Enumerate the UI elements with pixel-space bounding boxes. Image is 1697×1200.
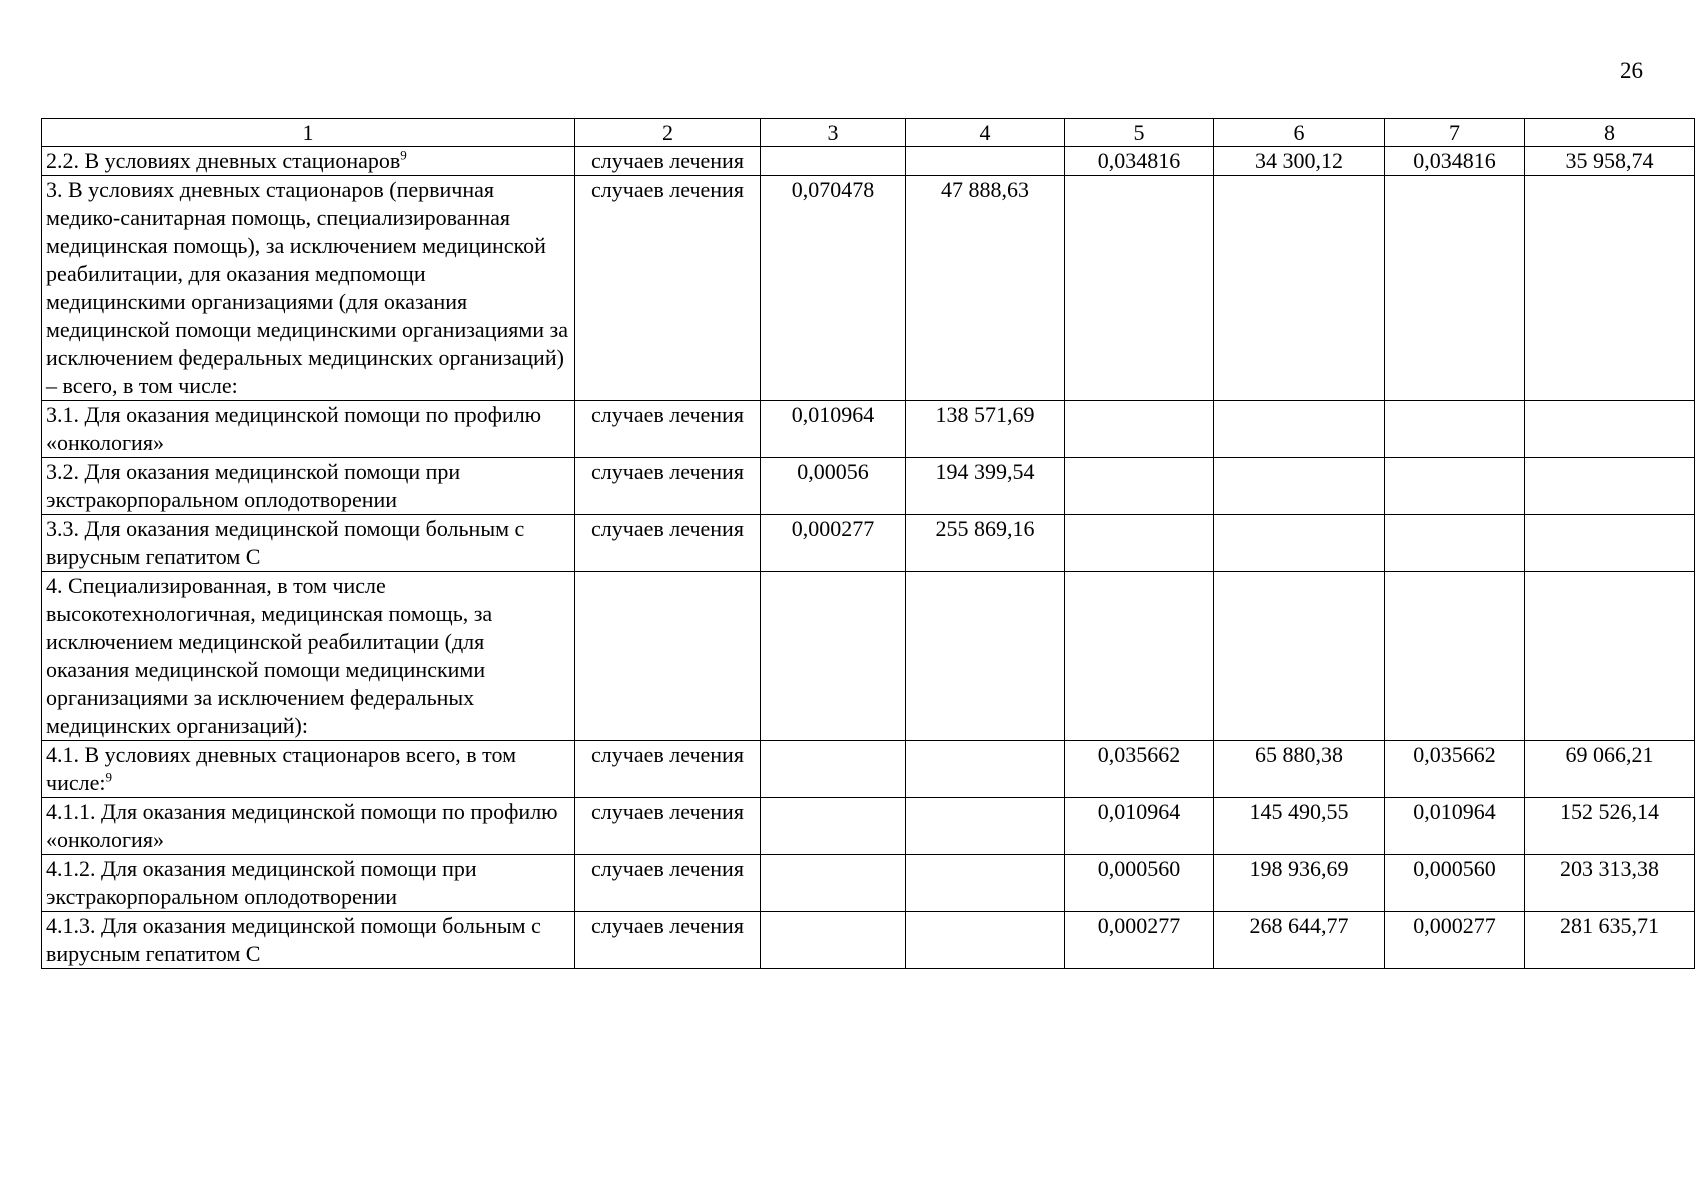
cell-col6 [1214, 401, 1385, 458]
cell-col5 [1065, 176, 1214, 401]
row-label [42, 855, 575, 912]
header-row [42, 119, 1695, 147]
cell-col8 [1525, 401, 1695, 458]
table-row [42, 798, 1695, 855]
cell-col3 [761, 855, 906, 912]
unit-cell: случаев лечения [575, 798, 761, 855]
cell-col5 [1065, 572, 1214, 741]
unit-cell: случаев лечения [575, 855, 761, 912]
cell-col8 [1525, 176, 1695, 401]
cell-col4: 255 869,16 [906, 515, 1065, 572]
cell-col7: 0,000560 [1385, 855, 1525, 912]
cell-col6 [1214, 176, 1385, 401]
cell-col6 [1214, 515, 1385, 572]
cell-col4 [906, 912, 1065, 969]
cell-col6: 145 490,55 [1214, 798, 1385, 855]
cell-col6: 268 644,77 [1214, 912, 1385, 969]
cell-col3 [761, 147, 906, 176]
row-label-text: 3. В условиях дневных стационаров (первичная медико-санитарная помощь, специализированная медицинская помощь), за исключением медицинской реабилитации, для оказания медпомощи медицинскими организациями (для оказания медицинской помощи медицинскими организациями за исключением федеральных медицинских организаций) – всего, в том числе: [46, 177, 568, 398]
column-header: 3 [761, 119, 906, 147]
cell-col7 [1385, 401, 1525, 458]
column-header: 1 [42, 119, 575, 147]
table-row [42, 855, 1695, 912]
cell-col5: 0,035662 [1065, 741, 1214, 798]
row-label [42, 401, 575, 458]
cell-col3: 0,000277 [761, 515, 906, 572]
row-label [42, 147, 575, 176]
column-header: 6 [1214, 119, 1385, 147]
data-table [41, 118, 1695, 969]
cell-col8: 69 066,21 [1525, 741, 1695, 798]
cell-col3 [761, 798, 906, 855]
table-row [42, 176, 1695, 401]
cell-col4 [906, 572, 1065, 741]
cell-col4 [906, 798, 1065, 855]
table-row [42, 912, 1695, 969]
row-label-text: 3.1. Для оказания медицинской помощи по профилю «онкология» [46, 402, 542, 455]
row-label [42, 572, 575, 741]
cell-col8 [1525, 458, 1695, 515]
cell-col7 [1385, 572, 1525, 741]
cell-col5 [1065, 401, 1214, 458]
table-row [42, 515, 1695, 572]
unit-cell: случаев лечения [575, 401, 761, 458]
cell-col3: 0,070478 [761, 176, 906, 401]
cell-col5: 0,000277 [1065, 912, 1214, 969]
cell-col8: 152 526,14 [1525, 798, 1695, 855]
row-label-text: 4.1.2. Для оказания медицинской помощи при экстракорпоральном оплодотворении [46, 856, 477, 909]
cell-col6: 198 936,69 [1214, 855, 1385, 912]
cell-col7 [1385, 515, 1525, 572]
row-label [42, 912, 575, 969]
cell-col3 [761, 572, 906, 741]
cell-col3 [761, 912, 906, 969]
cell-col8: 35 958,74 [1525, 147, 1695, 176]
row-label [42, 176, 575, 401]
cell-col7: 0,010964 [1385, 798, 1525, 855]
table-row [42, 401, 1695, 458]
cell-col4 [906, 855, 1065, 912]
column-header: 5 [1065, 119, 1214, 147]
unit-cell: случаев лечения [575, 912, 761, 969]
cell-col7 [1385, 176, 1525, 401]
unit-cell: случаев лечения [575, 458, 761, 515]
cell-col7: 0,035662 [1385, 741, 1525, 798]
cell-col7: 0,034816 [1385, 147, 1525, 176]
cell-col4: 47 888,63 [906, 176, 1065, 401]
cell-col4: 138 571,69 [906, 401, 1065, 458]
row-label [42, 798, 575, 855]
row-label [42, 515, 575, 572]
unit-cell [575, 572, 761, 741]
unit-cell: случаев лечения [575, 515, 761, 572]
column-header: 7 [1385, 119, 1525, 147]
footnote-marker: 9 [400, 147, 407, 163]
cell-col5 [1065, 515, 1214, 572]
cell-col8: 203 313,38 [1525, 855, 1695, 912]
cell-col4: 194 399,54 [906, 458, 1065, 515]
row-label [42, 458, 575, 515]
row-label-text: 2.2. В условиях дневных стационаров [46, 148, 401, 173]
cell-col5: 0,000560 [1065, 855, 1214, 912]
table-row [42, 741, 1695, 798]
unit-cell: случаев лечения [575, 741, 761, 798]
row-label-text: 3.3. Для оказания медицинской помощи больным с вирусным гепатитом С [46, 516, 525, 569]
table-row [42, 572, 1695, 741]
column-header: 4 [906, 119, 1065, 147]
row-label-text: 4.1.3. Для оказания медицинской помощи больным с вирусным гепатитом С [46, 913, 541, 966]
table-row [42, 458, 1695, 515]
cell-col7: 0,000277 [1385, 912, 1525, 969]
unit-cell: случаев лечения [575, 147, 761, 176]
cell-col6 [1214, 572, 1385, 741]
footnote-marker: 9 [105, 769, 112, 785]
cell-col4 [906, 147, 1065, 176]
cell-col4 [906, 741, 1065, 798]
cell-col6: 34 300,12 [1214, 147, 1385, 176]
cell-col6 [1214, 458, 1385, 515]
row-label-text: 3.2. Для оказания медицинской помощи при экстракорпоральном оплодотворении [46, 459, 461, 512]
cell-col5: 0,034816 [1065, 147, 1214, 176]
column-header: 2 [575, 119, 761, 147]
cell-col8 [1525, 572, 1695, 741]
cell-col7 [1385, 458, 1525, 515]
cell-col8 [1525, 515, 1695, 572]
unit-cell: случаев лечения [575, 176, 761, 401]
row-label-text: 4.1.1. Для оказания медицинской помощи по профилю «онкология» [46, 799, 558, 852]
cell-col3: 0,00056 [761, 458, 906, 515]
cell-col5: 0,010964 [1065, 798, 1214, 855]
cell-col8: 281 635,71 [1525, 912, 1695, 969]
column-header: 8 [1525, 119, 1695, 147]
row-label-text: 4.1. В условиях дневных стационаров всего, в том числе: [46, 742, 517, 795]
row-label [42, 741, 575, 798]
cell-col3: 0,010964 [761, 401, 906, 458]
table-row [42, 147, 1695, 176]
cell-col3 [761, 741, 906, 798]
page-number: 26 [1620, 58, 1643, 83]
cell-col6: 65 880,38 [1214, 741, 1385, 798]
row-label-text: 4. Специализированная, в том числе высокотехнологичная, медицинская помощь, за исключением медицинской реабилитации (для оказания медицинской помощи медицинскими организациями за исключением федеральных медицинских организаций): [46, 573, 493, 738]
cell-col5 [1065, 458, 1214, 515]
